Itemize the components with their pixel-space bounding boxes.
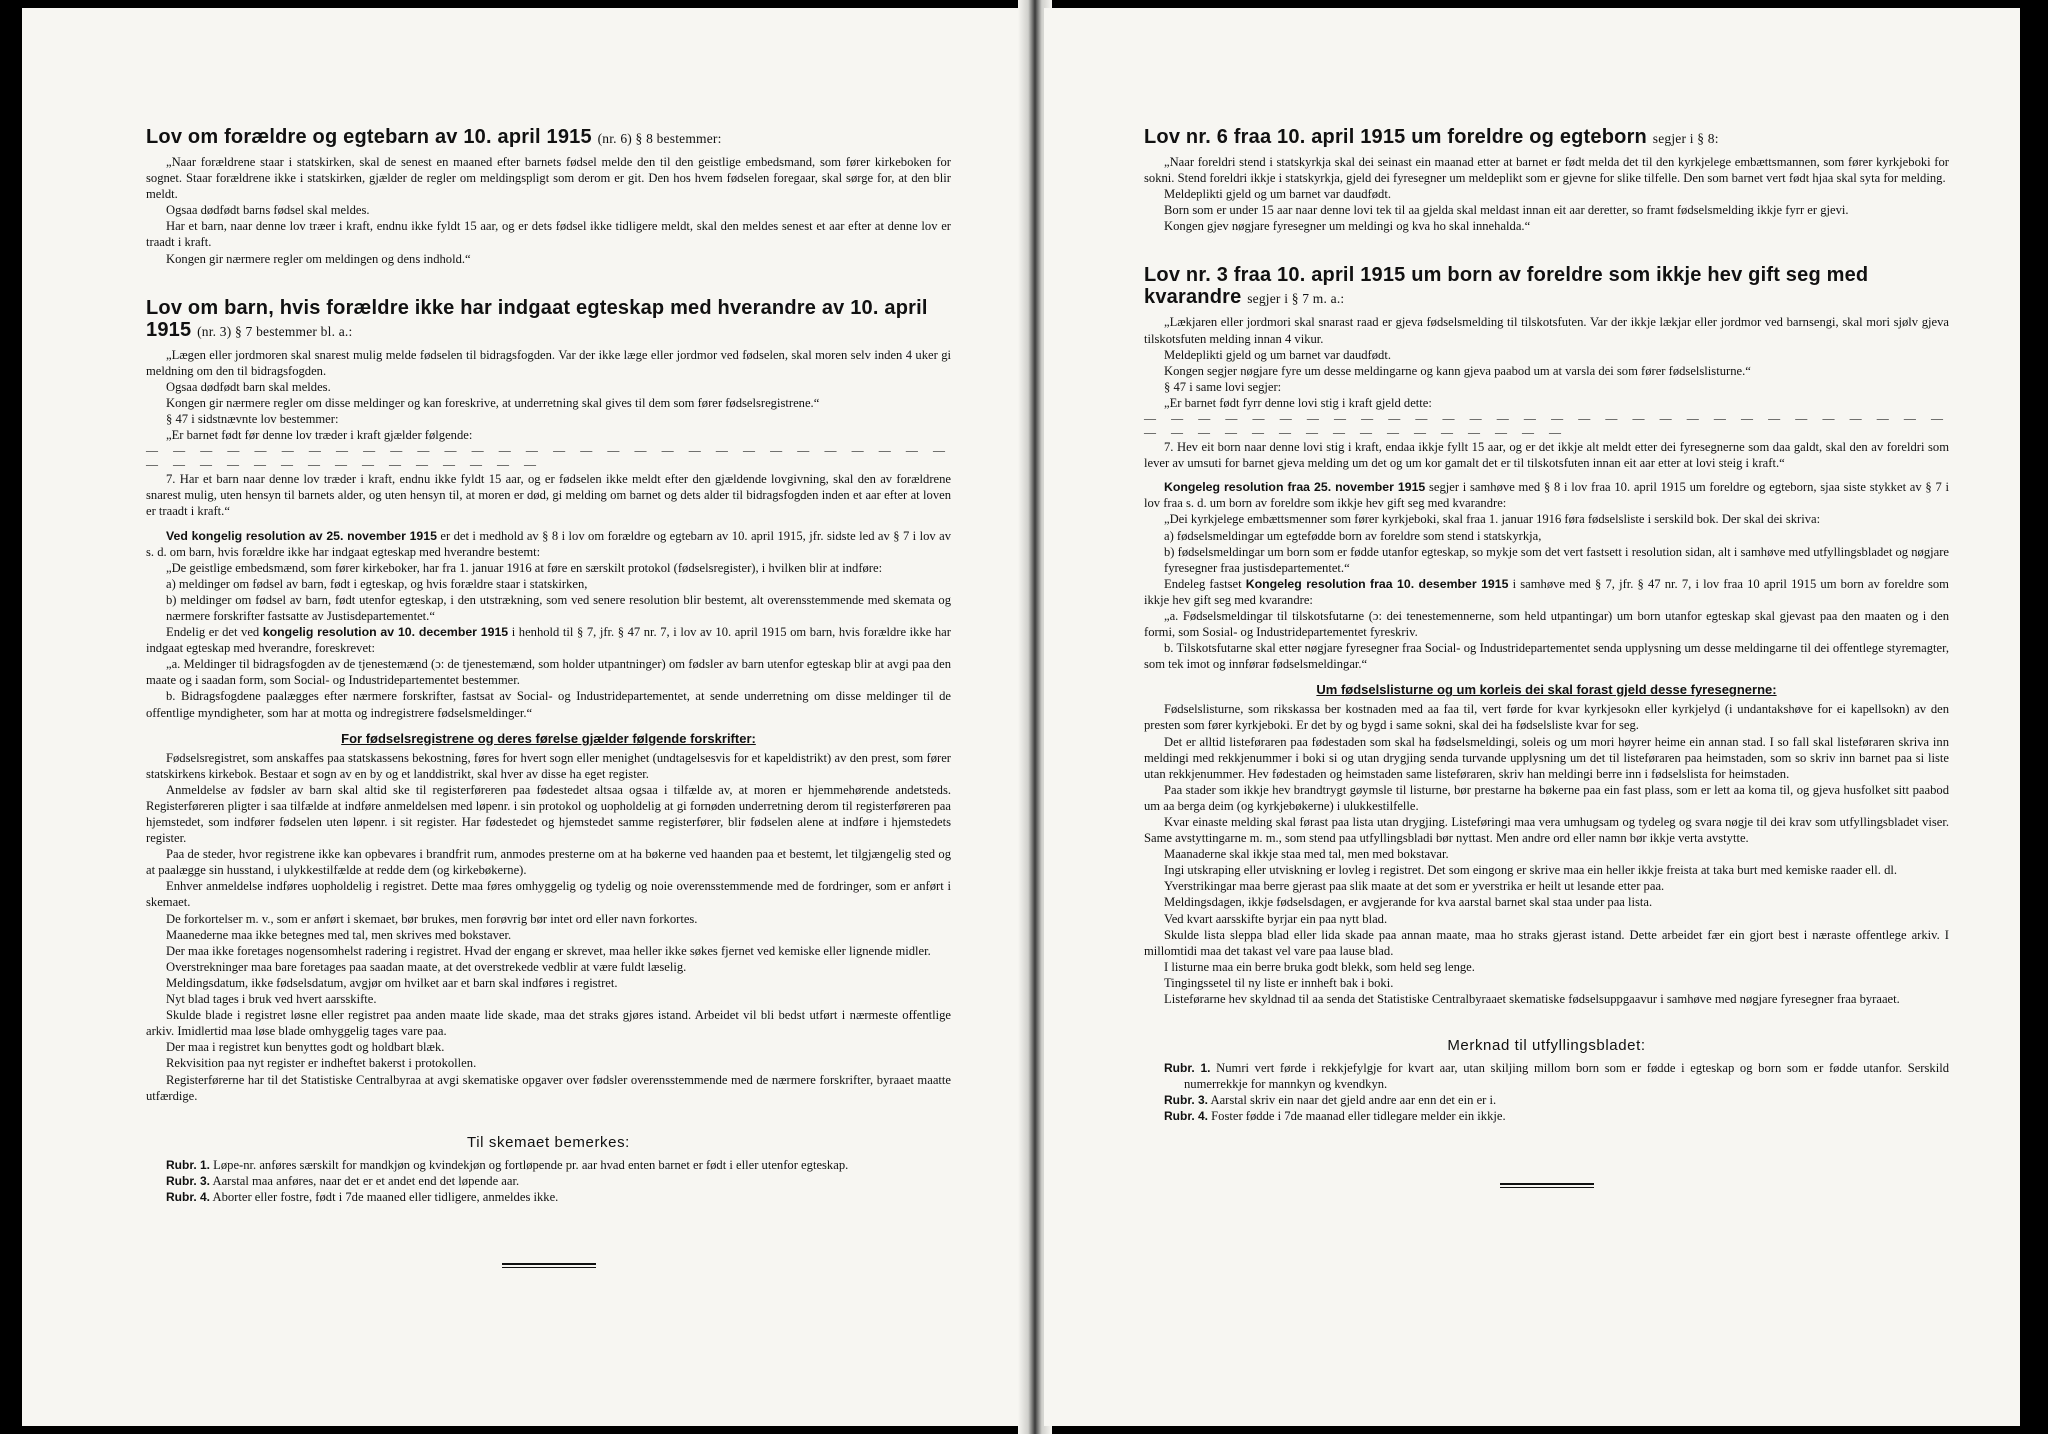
- paragraph: § 47 i sidstnævnte lov bestemmer:: [166, 412, 339, 427]
- section-title: Lov om forældre og egtebarn av 10. april 1915 (nr. 6) § 8 bestemmer:: [146, 126, 722, 148]
- subheading: Til skemaet bemerkes:: [467, 1133, 630, 1151]
- subheading: For fødselsregistrene og deres førelse gjælder følgende forskrifter:: [341, 730, 756, 746]
- paragraph: „Er barnet født fyrr denne lovi stig i kraft gjeld dette:: [1164, 395, 1432, 410]
- paragraph: Overstrekninger maa bare foretages paa saadan maate, at det overstrekede vedblir at være fuldt læselig.: [166, 959, 687, 974]
- paragraph: Kongen gjev nøgjare fyresegner um meldingi og kva ho skal innehalda.“: [1164, 219, 1531, 234]
- paragraph: Der maa i registret kun benyttes godt og holdbart blæk.: [166, 1040, 445, 1055]
- section-title: Lov nr. 6 fraa 10. april 1915 um foreldre og egteborn segjer i § 8:: [1144, 126, 1719, 148]
- paragraph: Meldingsdagen, ikkje fødselsdagen, er avgjerande for kva aarstal barnet skal staa under paa lista.: [1164, 895, 1653, 910]
- paragraph: Har et barn, naar denne lov træer i kraft, endnu ikke fyldt 15 aar, og er dets fødsel ikke tidligere meldt, skal den meldes senest et aar efter at denne lov er traadt i kraft.: [146, 219, 951, 250]
- paragraph: Ved kvart aarsskifte byrjar ein paa nytt blad.: [1164, 911, 1388, 926]
- paragraph: Born som er under 15 aar naar denne lovi tek til aa gjelda skal meldast innan eit aar deretter, so framt fødselsmelding ikkje fyrr er gjevi.: [1164, 203, 1849, 218]
- paragraph: „Naar forældrene staar i statskirken, skal de senest en maaned efter barnets fødsel melde den til den geistlige embedsmand, som fører kirkeboken for sognet. Staar forældrene ikke i statskirken, gjælder de regler om meldingspligt som derom er git. Den hos hvem fødselen foregaar, skal sørge for, at den blir meldt.: [146, 155, 951, 202]
- list-item: b) meldinger om fødsel av barn, født utenfor egteskap, i den utstrækning, som ved senere resolution blir bestemt, alt overensstemmende med skemata og nærmere forskrifter fastsatte av Justisdepartementet.“: [166, 592, 951, 623]
- paragraph: Nyt blad tages i bruk ved hvert aarsskifte.: [166, 992, 377, 1007]
- paragraph: b. Tilskotsfutarne skal etter nøgjare fyresegner fraa Social- og Industridepartementet senda upplysning um desse meldingarne til dei offentlege styremagter, som tek imot og innførar fødselsmeldingar.“: [1144, 641, 1949, 672]
- paragraph: Meldeplikti gjeld og um barnet var daudfødt.: [1164, 347, 1391, 362]
- left-page: [22, 8, 1030, 1426]
- paragraph: Paa stader som ikkje hev brandtrygt gøymsle til listurne, bør prestarne ha bøkerne paa ein fast plass, som er lett aa koma til, og gjeva husfolket sitt paabod um aa berga deim (og kyrkjebøkerne) i ulukkestilfelle.: [1144, 782, 1949, 813]
- paragraph: 7. Har et barn naar denne lov træder i kraft, endnu ikke fyldt 15 aar, og er fødselen ikke meldt efter den gjældende lovgivning, skal den av forældrene snarest mulig, uten hensyn til barnets alder, og uten hensyn til, at moren er død, gi melding om barnet og dets alder til bidragsfogden inden et aar efter at loven er traadt i kraft.“: [146, 472, 951, 519]
- paragraph: Enhver anmeldelse indføres uopholdelig i registret. Dette maa føres omhyggelig og tydelig og noie overensstemmende med de fordringer, som er anført i skemaet.: [146, 879, 951, 910]
- ellipsis-dashes: — — — — — — — — — — — — — — — — — — — — — — — — — — — — — — — — — — — — — — — — — — — — —: [146, 443, 951, 472]
- paragraph: „a. Fødselsmeldingar til tilskotsfutarne (ɔ: dei tenestemennerne, som held utpantingar) um born utanfor egteskap skal gjevast paa den maaten og i den formi, som Sosial- og Industridepartementet fyreskriv.: [1144, 608, 1949, 640]
- paragraph: Paa de steder, hvor registrene ikke kan opbevares i brandfrit rum, anmodes presterne om at ha bøkerne ved haanden paa et bestemt, let tilgjængelig sted og at paalægge sin husstand, i ulykkestilfælde at redde dem (og kirkebøkerne).: [146, 847, 951, 878]
- paragraph: Anmeldelse av fødsler av barn skal altid ske til registerføreren paa fødestedet altsaa ogsaa i tilfælde av, at moren er hjemmehørende andetsteds. Registerføreren pligter i saa tilfælde at indføre anmeldelsen med løpenr. i sin protokol og uopholdelig at gi fornøden underretning derom til registerføreren paa hjemstedet, som indfører fødselen uten løpenr. i sit register. Har fødestedet og hjemstedet samme registerfører, blir fødselen alene at indføre i hjemstedets register.: [146, 782, 951, 846]
- list-item: a) meldinger om fødsel av barn, født i egteskap, og hvis forældre staar i statskirken,: [166, 576, 588, 591]
- paragraph: 7. Hev eit born naar denne lovi stig i kraft, endaa ikkje fyllt 15 aar, og er det ikkje alt meldt etter dei fyresegnerne som daa galdt, skal den av foreldri som lever av umsuti for barnet gjeva melding um det og um kor gamalt det er til tilskotsfuten innan eit aar etter at lovi steig i kraft.“: [1144, 440, 1949, 471]
- paragraph: Yverstrikingar maa berre gjerast paa slik maate at det som er yverstrika er heilt ut lesande etter paa.: [1164, 879, 1665, 894]
- paragraph: Maanederne maa ikke betegnes med tal, men skrives med bokstaver.: [166, 927, 512, 942]
- paragraph: Skulde lista sleppa blad eller lida skade paa annan maate, maa ho straks gjerast istand. Dette arbeidet fær ein gjort best i næraste offentlege arkiv. I millomtidi maa det takast vel vare paa lause blad.: [1144, 927, 1949, 958]
- list-item: a) fødselsmeldingar um egtefødde born av foreldre som stend i statskyrkja,: [1164, 528, 1542, 543]
- section-title: Lov nr. 3 fraa 10. april 1915 um born av foreldre som ikkje hev gift seg med kvarandre segjer i § 7 m. a.:: [1144, 264, 1869, 309]
- paragraph: Ogsaa dødfødt barns fødsel skal meldes.: [166, 203, 370, 218]
- closing-rule: [1500, 1183, 1594, 1188]
- paragraph: „Dei kyrkjelege embættsmenner som fører kyrkjeboki, skal fraa 1. januar 1916 føra fødselsliste i serskild bok. Der skal dei skriva:: [1164, 512, 1821, 527]
- paragraph: Meldeplikti gjeld og um barnet var daudfødt.: [1164, 187, 1391, 202]
- paragraph: Endelig er det ved kongelig resolution av 10. december 1915 i henhold til § 7, jfr. § 47 nr. 7, i lov av 10. april 1915 om barn, hvis forældre ikke har indgaat egteskap med hverandre, foreskrevet:: [146, 625, 951, 656]
- paragraph: Ogsaa dødfødt barn skal meldes.: [166, 379, 331, 394]
- paragraph: Ingi utskraping eller utviskning er lovleg i registret. Det som eingong er skrive maa ein heller ikkje freista at taka burt med kemiske raader ell. dl.: [1164, 863, 1898, 878]
- right-page-content: [1144, 126, 1949, 1188]
- ellipsis-dashes: — — — — — — — — — — — — — — — — — — — — — — — — — — — — — — — — — — — — — — — — — — — — — —: [1144, 411, 1949, 440]
- paragraph: Ved kongelig resolution av 25. november 1915 er det i medhold av § 8 i lov om forældre og egtebarn av 10. april 1915, jfr. sidste led av § 7 i lov av s. d. om barn, hvis forældre ikke har indgaat egteskap med hverandre bestemt:: [146, 528, 952, 559]
- subheading: Um fødselslisturne og um korleis dei skal forast gjeld desse fyresegnerne:: [1316, 682, 1777, 698]
- rubric-row: Rubr. 4. Foster fødde i 7de maanad eller tidlegare melder ein ikkje.: [1164, 1109, 1506, 1124]
- paragraph: Maanaderne skal ikkje staa med tal, men med bokstavar.: [1164, 847, 1449, 862]
- paragraph: Der maa ikke foretages nogensomhelst radering i registret. Hvad der engang er skrevet, maa heller ikke søkes fjernet ved kemiske eller lignende midler.: [166, 943, 931, 958]
- paragraph: I listurne maa ein berre bruka godt blekk, som held seg lenge.: [1164, 959, 1475, 974]
- left-page-content: [146, 126, 951, 1268]
- paragraph: „Lægen eller jordmoren skal snarest mulig melde fødselen til bidragsfogden. Var der ikke læge eller jordmor ved fødselen, skal moren selv inden 4 uker gi meldning om den til bidragsfogden.: [146, 347, 951, 378]
- paragraph: Endeleg fastset Kongeleg resolution fraa 10. desember 1915 i samhøve med § 7, jfr. § 47 nr. 7, i lov fraa 10 april 1915 um born av foreldre som ikkje hev gift seg med kvarandre:: [1144, 576, 1949, 607]
- paragraph: Kongen segjer nøgjare fyre um desse meldingarne og kann gjeva paabod um at varsla dei som fører fødselslisturne.“: [1164, 363, 1751, 378]
- paragraph: Fødselslisturne, som rikskassa ber kostnaden med aa faa til, vert førde for kvar kyrkjesokn eller kyrkjelyd (i undantakshøve for ei kapellsokn) av den presten som fører kyrkjeboki. Er det by og bygd i same sokni, skal dei ha fødselsliste kvar for seg.: [1144, 702, 1949, 733]
- paragraph: Tingingssetel til ny liste er innheft bak i boki.: [1164, 975, 1394, 990]
- paragraph: „a. Meldinger til bidragsfogden av de tjenestemænd (ɔ: de tjenestemænd, som holder utpantninger) om fødsler av barn utenfor egteskap blir at avgi paa den maate og i saadan form, som Social- og Industridepartementet bestemmer.: [146, 657, 951, 688]
- paragraph: § 47 i same lovi segjer:: [1164, 379, 1282, 394]
- section-title: Lov om barn, hvis forældre ikke har indgaat egteskap med hverandre av 10. april 1915 (nr. 3) § 7 bestemmer bl. a.:: [146, 296, 928, 341]
- paragraph: b. Bidragsfogdene paalægges efter nærmere forskrifter, fastsat av Social- og Industridepartementet, at sende underretning om disse meldinger til de offentlige myndigheter, som har at motta og indregistrere fødselsmeldinger.“: [146, 689, 951, 720]
- paragraph: Meldingsdatum, ikke fødselsdatum, avgjør om hvilket aar et barn skal indføres i registret.: [166, 975, 618, 990]
- paragraph: Skulde blade i registret løsne eller registret paa anden maate lide skade, maa det straks gjøres istand. Arbeidet vil bli bedst utført i nærmeste offentlige arkiv. Imidlertid maa løse blade omhyggelig tages vare paa.: [146, 1008, 951, 1039]
- rubric-row: Rubr. 1. Løpe-nr. anføres særskilt for mandkjøn og kvindekjøn og fortløpende pr. aar hvad enten barnet er født i eller utenfor egteskap.: [166, 1157, 849, 1172]
- rubric-row: Rubr. 1. Numri vert førde i rekkjefylgje for kvart aar, utan skiljing millom born som er fødde i egteskap og born som er fødde utanfor. Serskild numerrekkje for mannkyn og kvendkyn.: [1164, 1061, 1949, 1092]
- subheading: Merknad til utfyllingsbladet:: [1447, 1037, 1646, 1055]
- paragraph: Fødselsregistret, som anskaffes paa statskassens bekostning, føres for hvert sogn eller menighet (undtagelsesvis for et kapeldistrikt) av den prest, som fører statskirkens kirkebok. Bestaar et sogn av en by og et landdistrikt, skal hver av disse ha eget register.: [146, 750, 951, 781]
- rubric-row: Rubr. 4. Aborter eller fostre, født i 7de maaned eller tidligere, anmeldes ikke.: [166, 1189, 559, 1204]
- paragraph: Kongeleg resolution fraa 25. november 1915 segjer i samhøve med § 8 i lov fraa 10. april 1915 um foreldre og egteborn, sjaa siste stykket av § 7 i lov fraa s. d. um born av foreldre som ikkje hev gift seg med kvarandre:: [1144, 480, 1949, 511]
- closing-rule: [502, 1263, 596, 1268]
- paragraph: „Naar foreldri stend i statskyrkja skal dei seinast ein maanad etter at barnet er født melda det til den kyrkjelege embættsmannen, som fører kyrkjeboki for sokni. Stend foreldri ikkje i statskyrkja, gjeld dei fyresegner um meldeplikt som er gjevne for slike tilfelle. Den som barnet vert født hjaa skal syta for melding.: [1144, 155, 1949, 186]
- paragraph: Kongen gir nærmere regler om meldingen og dens indhold.“: [166, 251, 471, 266]
- paragraph: „Lækjaren eller jordmori skal snarast raad er gjeva fødselsmelding til tilskotsfuten. Var der ikkje lækjar eller jordmor ved barnsengi, skal mori sjølv gjeva tilskotsfuten melding innan 4 vikur.: [1144, 315, 1949, 346]
- paragraph: Listeførarne hev skyldnad til aa senda det Statistiske Centralbyraaet skematiske fødselsuppgaavur i samhøve med nøgjare fyresegner fraa byraaet.: [1164, 992, 1900, 1007]
- rubric-row: Rubr. 3. Aarstal skriv ein naar det gjeld andre aar enn det ein er i.: [1164, 1093, 1497, 1108]
- paragraph: Rekvisition paa nyt register er indheftet bakerst i protokollen.: [166, 1056, 477, 1071]
- list-item: b) fødselsmeldingar um born som er fødde utanfor egteskap, so mykje som det vert fastsett i resolution sidan, alt i samhøve med utfyllingsbladet og nøgjare fyresegner fraa justisdepartementet.“: [1164, 544, 1949, 575]
- rubric-row: Rubr. 3. Aarstal maa anføres, naar det er et andet end det løpende aar.: [166, 1173, 520, 1188]
- paragraph: Det er alltid listeføraren paa fødestaden som skal ha fødselsmeldingi, soleis og um mori høyrer heime ein annan stad. I so fall skal listeføraren skriva inn meldingi med rekkjenummer i boki si og utan drygjing senda turvande upplysning um det til listeføraren paa heimstaden, som so skriv inn barnet paa si liste utan rekkjenummer. Hev fødestaden og heimstaden same listeføraren, skriv han meldingi berre inn i fødselslista for heimstaden.: [1144, 734, 1949, 781]
- right-page: [1044, 8, 2020, 1426]
- paragraph: Kvar einaste melding skal førast paa lista utan drygjing. Listeføringi maa vera umhugsam og tydeleg og svara nøgje til dei krav som utfyllingsbladet viser. Same avstyttingarne m. m., som stend paa utfyllingsbladi bør nyttast. Men andre ord eller namn bør ikkje verta avstytte.: [1144, 815, 1949, 846]
- paragraph: „Er barnet født før denne lov træder i kraft gjælder følgende:: [166, 428, 473, 443]
- paragraph: De forkortelser m. v., som er anført i skemaet, bør brukes, men forøvrig bør intet ord eller navn forkortes.: [166, 911, 698, 926]
- paragraph: Kongen gir nærmere regler om disse meldinger og kan foreskrive, at underretning skal gives til dem som fører fødselsregistrene.“: [166, 395, 820, 410]
- paragraph: „De geistlige embedsmænd, som fører kirkeboker, har fra 1. januar 1916 at føre en særskilt protokol (fødselsregister), i hvilken blir at indføre:: [166, 560, 883, 575]
- paragraph: Registerførerne har til det Statistiske Centralbyraa at avgi skematiske opgaver over fødsler overensstemmende med de nærmere forskrifter, byraaet maatte utfærdige.: [146, 1072, 951, 1103]
